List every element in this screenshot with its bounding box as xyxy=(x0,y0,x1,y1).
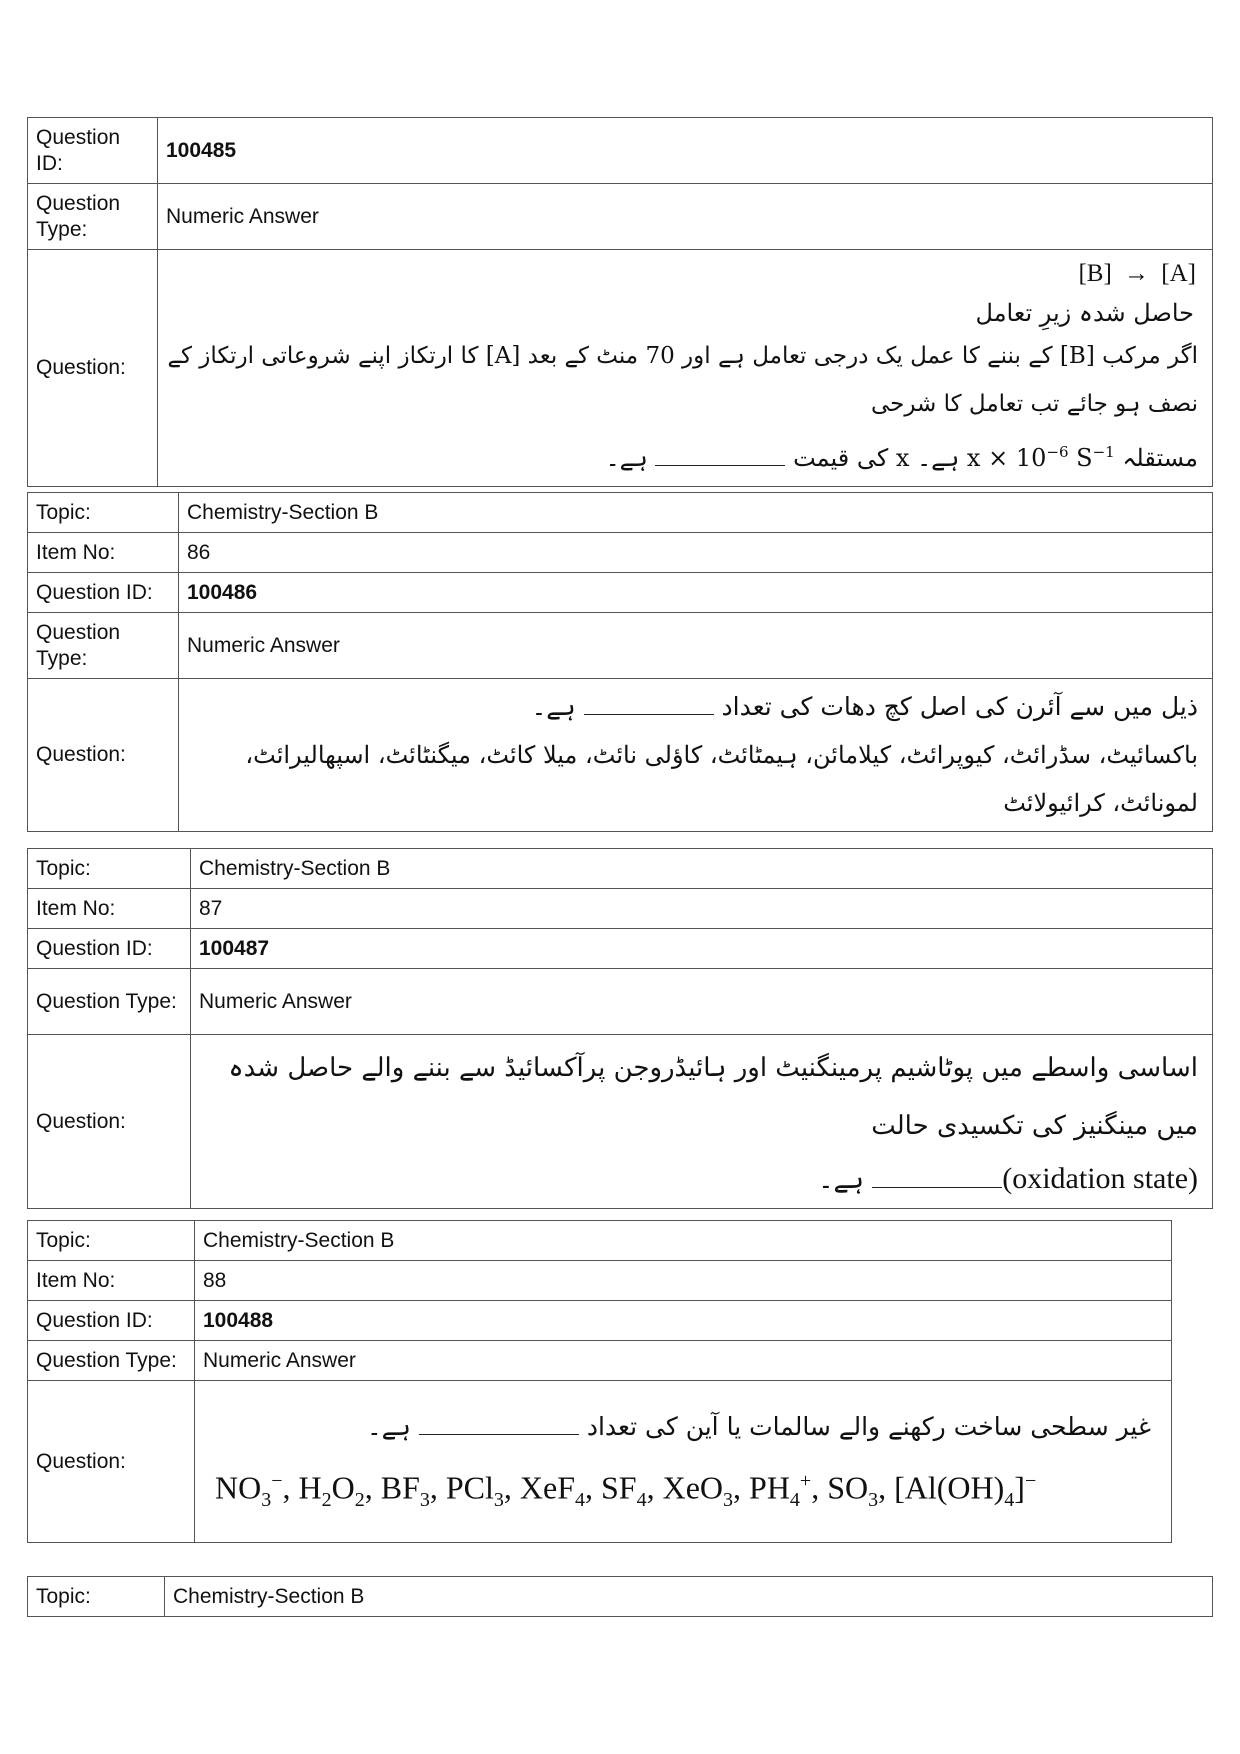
item-no-value: 86 xyxy=(179,533,1213,573)
topic-value: Chemistry-Section B xyxy=(195,1221,1172,1261)
item-no-value: 87 xyxy=(191,889,1213,929)
answer-blank xyxy=(584,696,714,715)
oxidation-state-term: (oxidation state) xyxy=(1002,1162,1198,1195)
question-id-value: 100486 xyxy=(179,573,1213,613)
item-no-value: 88 xyxy=(195,1261,1172,1301)
question-text-line1: ذیل میں سے آئرن کی اصل کچ دھات کی تعداد ہے۔ xyxy=(531,692,1198,721)
question-text-line1: اساسی واسطے میں پوٹاشیم پرمینگنیٹ اور ہائیڈروجن پرآکسائیڈ سے بننے والے حاصل شدہ میں مینگنیز کی تکسیدی حالت xyxy=(228,1053,1198,1141)
reaction-labels: حاصل شدہ زیرِ تعامل xyxy=(975,299,1194,327)
question-type-label: Question Type: xyxy=(28,969,191,1035)
question-id-value: 100485 xyxy=(158,118,1213,184)
question-content xyxy=(179,679,1213,832)
question-content xyxy=(195,1381,1172,1543)
question-label: Question: xyxy=(28,679,179,832)
question-id-value: 100487 xyxy=(191,929,1213,969)
question-type-label: Question Type: xyxy=(28,1341,195,1381)
question-content xyxy=(191,1035,1213,1209)
question-text-line2 xyxy=(166,428,1204,482)
item-no-label: Item No: xyxy=(28,1261,195,1301)
question-label: Question: xyxy=(28,250,158,487)
question-table-100487 xyxy=(27,848,1213,1209)
topic-value: Chemistry-Section B xyxy=(165,1577,1213,1617)
question-table-next xyxy=(27,1576,1213,1617)
question-label: Question: xyxy=(28,1381,195,1543)
topic-label: Topic: xyxy=(28,849,191,889)
question-content xyxy=(158,250,1213,487)
topic-label: Topic: xyxy=(28,1577,165,1617)
species-formula-list: $NO_3^-$, $H_2O_2$, $BF_3$, PCl$_3$, XeF$_4$, $SF_4$, XeO$_3$, $PH_4^+$, $SO_3$, $[Al(OH)_4]^-$ xyxy=(215,1469,1037,1512)
question-id-label: Question ID: xyxy=(28,573,179,613)
question-table-100488 xyxy=(27,1220,1172,1543)
topic-label: Topic: xyxy=(28,1221,195,1261)
topic-label: Topic: xyxy=(28,493,179,533)
item-no-label: Item No: xyxy=(28,889,191,929)
unit-exponent: −1 xyxy=(1092,443,1115,461)
question-table-100486 xyxy=(27,492,1213,832)
answer-blank xyxy=(419,1416,579,1435)
reaction-equation: [B] → [A] xyxy=(1078,260,1196,287)
item-no-label: Item No: xyxy=(28,533,179,573)
question-text-line1: اگر مرکب [B] کے بننے کا عمل یک درجی تعامل ہے اور 70 منٹ کے بعد [A] کا ارتکاز اپنے شروعاتی ارتکاز کے نصف ہو جائے تب تعامل کا شرحی xyxy=(167,343,1198,417)
question-id-label: Question ID: xyxy=(28,929,191,969)
x-value-text: ہے۔ x کی قیمت xyxy=(785,444,967,472)
sentence-end: ہے۔ xyxy=(605,444,656,472)
question-text-line1: غیر سطحی ساخت رکھنے والے سالمات یا آین کی تعداد ہے۔ xyxy=(366,1411,1151,1441)
answer-blank xyxy=(655,447,785,466)
answer-blank xyxy=(872,1169,1002,1188)
topic-value: Chemistry-Section B xyxy=(191,849,1213,889)
question-id-value: 100488 xyxy=(195,1301,1172,1341)
question-text-line2: (oxidation state) ہے۔ xyxy=(818,1162,1198,1195)
question-label: Question: xyxy=(28,1035,191,1209)
rate-constant-text: مستقلہ x × 10 xyxy=(966,444,1198,472)
unit-s: S xyxy=(1068,444,1093,472)
question-type-value: Numeric Answer xyxy=(191,969,1213,1035)
question-id-label: Question ID: xyxy=(28,1301,195,1341)
exponent: −6 xyxy=(1046,443,1069,461)
question-type-value: Numeric Answer xyxy=(195,1341,1172,1381)
question-id-label: Question ID: xyxy=(28,118,158,184)
question-type-label: Question Type: xyxy=(28,613,179,679)
topic-value: Chemistry-Section B xyxy=(179,493,1213,533)
ore-list: باکسائیٹ، سڈرائٹ، کیوپرائٹ، کیلامائن، ہیمٹائٹ، کاؤلی نائٹ، میلا کائٹ، میگنٹائٹ، اسپھالیرائٹ، لمونائٹ، کرائیولائٹ xyxy=(245,741,1198,817)
question-type-value: Numeric Answer xyxy=(158,184,1213,250)
question-table-100485 xyxy=(27,117,1213,487)
question-type-label: Question Type: xyxy=(28,184,158,250)
question-type-value: Numeric Answer xyxy=(179,613,1213,679)
